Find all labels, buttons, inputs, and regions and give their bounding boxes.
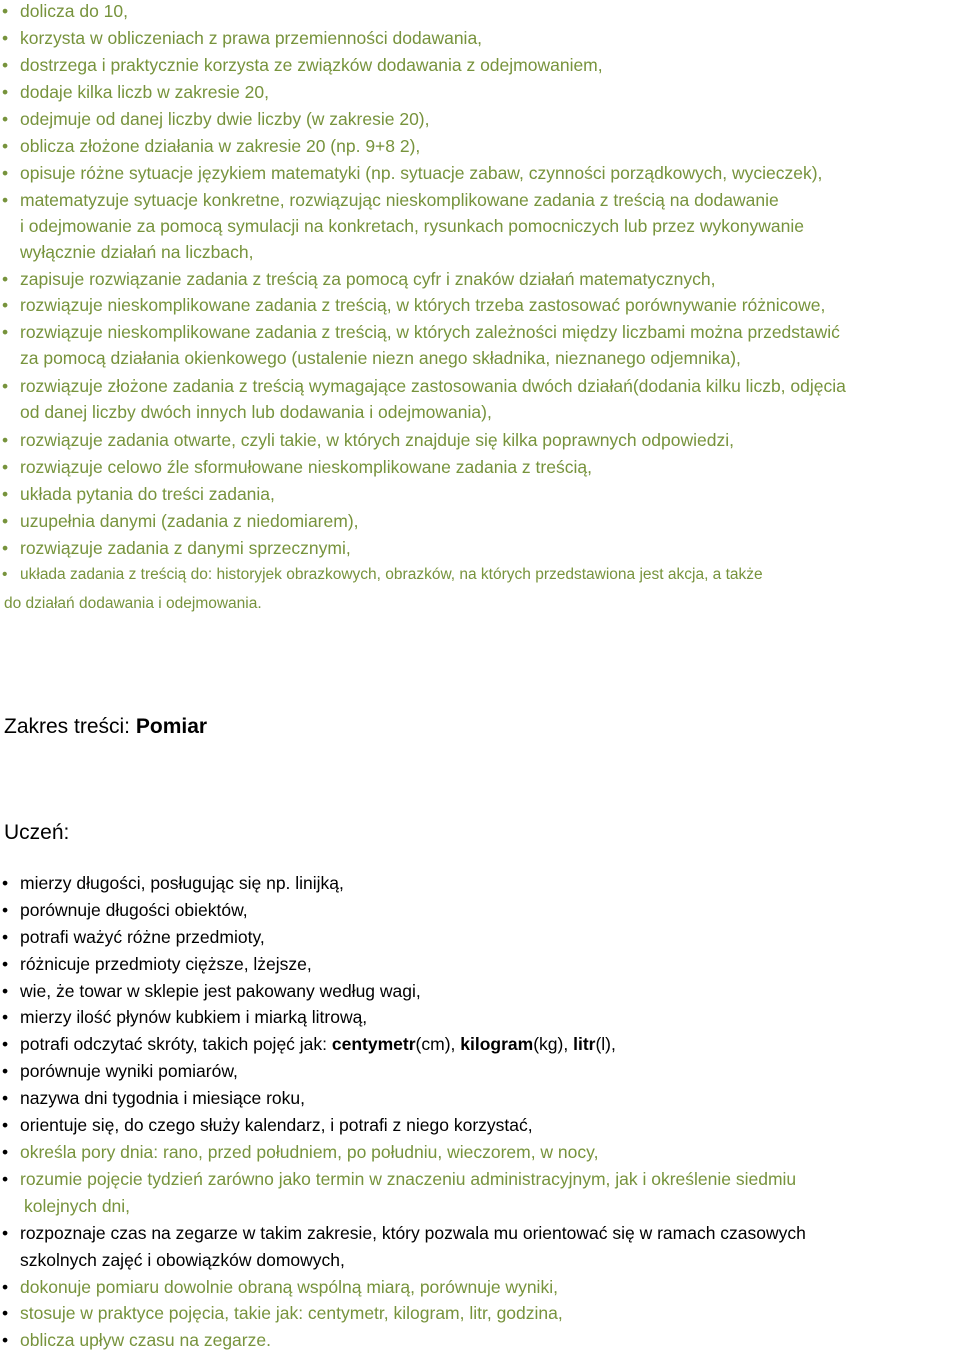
list-item-text: matematyzuje sytuacje konkretne, rozwiązując nieskomplikowane zadania z treścią na dodawanie [20,190,779,210]
list-item-text: rozpoznaje czas na zegarze w takim zakresie, który pozwala mu orientować się w ramach czasowych [20,1223,806,1243]
list-item-text: mierzy ilość płynów kubkiem i miarką litrową, [20,1007,368,1027]
list-item-text: uzupełnia danymi (zadania z niedomiarem), [20,511,359,531]
list-item-text: układa zadania z treścią do: historyjek obrazkowych, obrazków, na których przedstawiona jest akcja, a także [20,566,763,583]
document-page: • dolicza do 10, • korzysta w obliczeniach z prawa przemienności dodawania, • dostrzega i praktycznie korzysta ze związków dodawania z odejmowaniem, • dodaje kilka liczb w zakresie 20, • odejmuje od danej liczby dwie liczby (w zakresie 20), • oblicza złożone działania w zakresie 20 (np. 9+8 2), • opisuje różne sytuacje językiem matematyki (np. sytuacje zabaw, czynności porządkowych, wycieczek), • matematyzuje sytuacje konkretne, rozwiązując nieskomplikowane zadania z treścią na dodawanie i odejmowanie za pomocą symulacji na konkretach, rysunkach pomocniczych lub przez wykonywanie wyłącznie działań na liczbach, • zapisuje rozwiązanie zadania z treścią za pomocą cyfr i znaków działań matematycznych, • rozwiązuje nieskomplikowane zadania z treścią, w których trzeba zastosować porównywanie różnicowe, • rozwiązuje nieskomplikowane zadania z treścią, w których zależności między liczbami można przedstawić za pomocą działania okienkowego (ustalenie niezn anego składnika, nieznanego odjemnika), • rozwiązuje złożone zadania z treścią wymagające zastosowania dwóch działań(dodania kilku liczb, odjęcia od danej liczby dwóch innych lub dodawania i odejmowania), • rozwiązuje zadania otwarte, czyli takie, w których znajduje się kilka poprawnych odpowiedzi, • rozwiązuje celowo źle sformułowane nieskomplikowane zadania z treścią, • układa pytania do treści zadania, • uzupełnia danymi (zadania z niedomiarem), • rozwiązuje zadania z danymi sprzecznymi, • układa zadania z treścią do: historyjek obrazkowych, obrazków, na których przedstawiona jest akcja, a także do działań dodawania i odejmowania. Zakres treści: Pomiar Uczeń: • mierzy długości, posługując się np. linijką, • porównuje długości obiektów, • potrafi ważyć różne przedmioty, • różnicuje przedmioty cięższe, lżejsze, • wie, że towar w sklepie jest pakowany według wagi, • mierzy ilość płynów kubkiem i miarką litrową, • potrafi odczytać skróty, takich pojęć jak: centymetr(cm), kilogram(kg), litr(l), • porównuje wyniki pomiarów, • nazywa dni tygodnia i miesiące roku, • orientuje się, do czego służy kalendarz, i potrafi z niego korzystać, • określa pory dnia: rano, przed południem, po południu, wieczorem, w nocy, • rozumie pojęcie tydzień zarówno jako termin w znaczeniu administracyjnym, jak i określenie siedmiu kolejnych dni, • rozpoznaje czas na zegarze w takim zakresie, który pozwala mu orientować się w ramach czasowych szkolnych zajęć i obowiązków domowych, • dokonuje pomiaru dowolnie obraną wspólną miarą, porównuje wyniki, • stosuje w praktyce pojęcia, takie jak: centymetr, kilogram, litr, godzina, • oblicza upływ czasu na zegarze. [2,1,846,1350]
list-item-text: potrafi ważyć różne przedmioty, [20,927,265,947]
list-item-text: opisuje różne sytuacje językiem matematyki (np. sytuacje zabaw, czynności porządkowych, wycieczek), [20,163,823,183]
list-item-text: rozwiązuje zadania z danymi sprzecznymi, [20,538,351,558]
list-item-text: nazywa dni tygodnia i miesiące roku, [20,1088,306,1108]
list-item-text: dostrzega i praktycznie korzysta ze związków dodawania z odejmowaniem, [20,55,603,75]
list-item-text: rozumie pojęcie tydzień zarówno jako termin w znaczeniu administracyjnym, jak i określenie siedmiu [20,1169,797,1189]
list-item-text: rozwiązuje złożone zadania z treścią wymagające zastosowania dwóch działań(dodania kilku liczb, odjęcia [20,376,846,396]
list-item-text: rozwiązuje celowo źle sformułowane nieskomplikowane zadania z treścią, [20,457,592,477]
section-heading-topic: Pomiar [135,715,208,738]
list-item-continuation: kolejnych dni, [24,1196,131,1216]
list-item-continuation: od danej liczby dwóch innych lub dodawania i odejmowania), [20,402,492,422]
list-item-continuation: do działań dodawania i odejmowania. [4,595,262,612]
list-item-text: dokonuje pomiaru dowolnie obraną wspólną miarą, porównuje wyniki, [20,1277,558,1297]
list-item-text: oblicza złożone działania w zakresie 20 (np. 9+8 2), [20,136,421,156]
list-item-continuation: szkolnych zajęć i obowiązków domowych, [20,1250,345,1270]
list-item-continuation: wyłącznie działań na liczbach, [20,242,254,262]
list-item-continuation: za pomocą działania okienkowego (ustalenie niezn anego składnika, nieznanego odjemnika), [20,348,741,368]
list-item-continuation: i odejmowanie za pomocą symulacji na konkretach, rysunkach pomocniczych lub przez wykonywanie [20,216,804,236]
list-item-text: dodaje kilka liczb w zakresie 20, [20,82,270,102]
list-item-text: dolicza do 10, [20,1,128,21]
list-item-text: rozwiązuje nieskomplikowane zadania z treścią, w których zależności między liczbami można przedstawić [20,322,840,342]
units-line: potrafi odczytać skróty, takich pojęć jak: centymetr(cm), kilogram(kg), litr(l), [20,1034,616,1054]
list-item-text: rozwiązuje zadania otwarte, czyli takie, w których znajduje się kilka poprawnych odpowiedzi, [20,430,734,450]
list-item-text: rozwiązuje nieskomplikowane zadania z treścią, w których trzeba zastosować porównywanie różnicowe, [20,295,826,315]
list-item-text: porównuje wyniki pomiarów, [20,1061,238,1081]
section-heading-prefix: Zakres treści: [4,715,136,738]
section-heading [4,714,207,740]
list-item-text: zapisuje rozwiązanie zadania z treścią za pomocą cyfr i znaków działań matematycznych, [20,269,716,289]
list-item-text: układa pytania do treści zadania, [20,484,275,504]
list-item-text: oblicza upływ czasu na zegarze. [20,1330,271,1350]
list-item-text: korzysta w obliczeniach z prawa przemienności dodawania, [20,28,483,48]
list-item-text: stosuje w praktyce pojęcia, takie jak: centymetr, kilogram, litr, godzina, [20,1303,563,1323]
list-item-text: mierzy długości, posługując się np. linijką, [20,873,344,893]
section-subheading: Uczeń: [4,821,70,844]
list-item-text: orientuje się, do czego służy kalendarz, i potrafi z niego korzystać, [20,1115,533,1135]
list-item-text: określa pory dnia: rano, przed południem, po południu, wieczorem, w nocy, [20,1142,599,1162]
list-item-text: porównuje długości obiektów, [20,900,248,920]
list-item-text: różnicuje przedmioty cięższe, lżejsze, [20,954,312,974]
list-item-text: wie, że towar w sklepie jest pakowany według wagi, [20,981,421,1001]
list-item-text: odejmuje od danej liczby dwie liczby (w zakresie 20), [20,109,430,129]
